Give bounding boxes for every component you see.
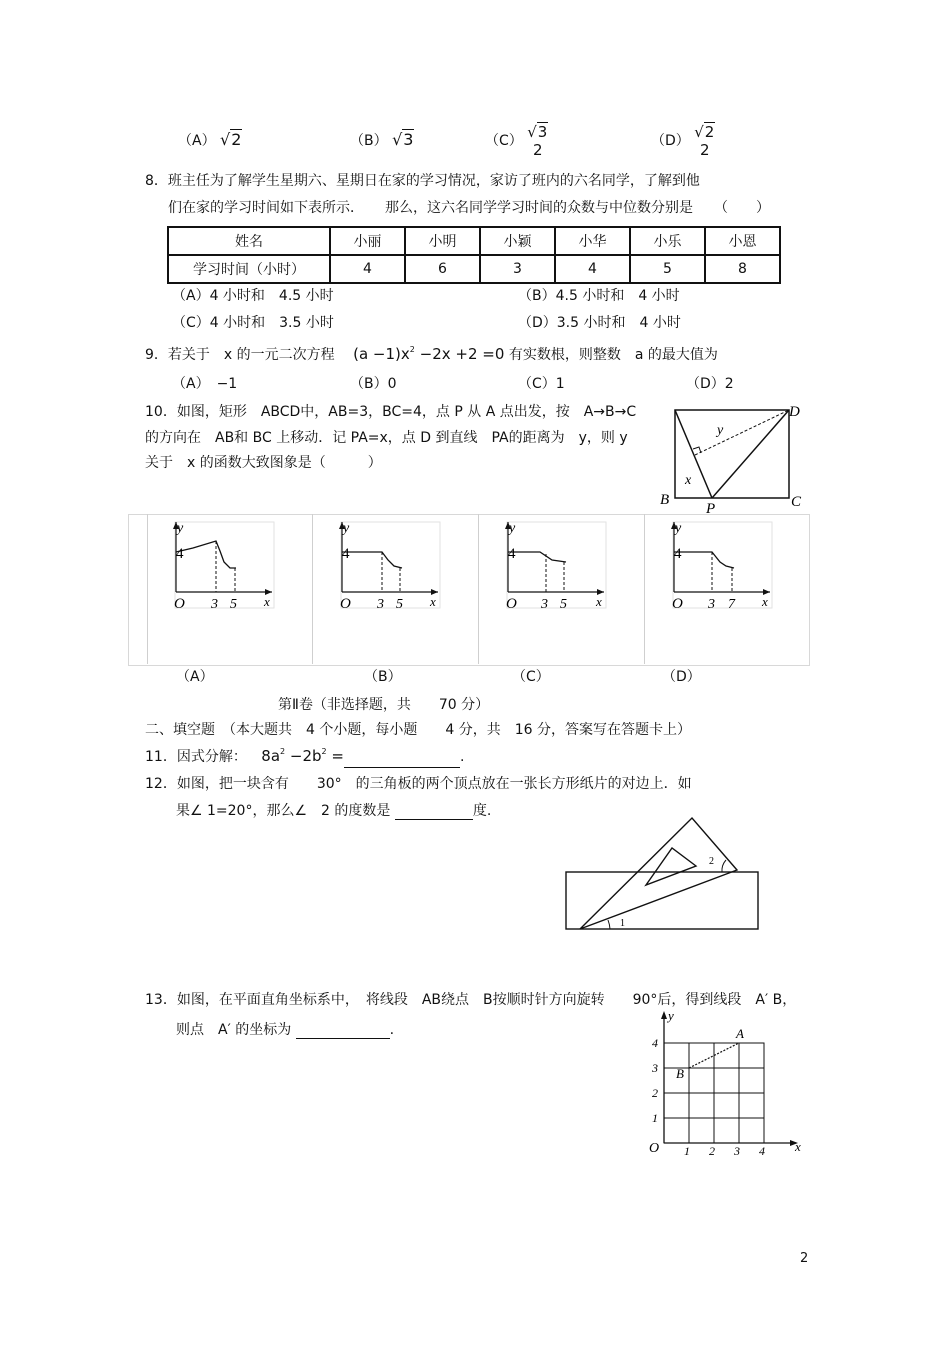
axis-x-label: x	[264, 594, 270, 609]
q7-option-c-numerator: √3	[527, 123, 548, 141]
set-square-inner	[646, 848, 696, 885]
q7-option-d-fraction	[694, 123, 715, 159]
q7-option-b-value: √3	[392, 130, 414, 149]
q7-option-c-fraction	[527, 123, 548, 159]
q13-answer-blank[interactable]	[296, 1038, 390, 1039]
axis-y-label: y	[668, 1008, 674, 1023]
q7-option-a-label: （A）	[178, 133, 216, 149]
q13-line2-text: 则点 A′ 的坐标为	[176, 1022, 292, 1038]
table-cell: 学习时间（小时）	[168, 255, 330, 283]
graph-frame	[341, 522, 440, 608]
q7-option-c-radicand: 3	[537, 123, 548, 141]
q7-option-c-denominator: 2	[533, 141, 543, 159]
label-x: x	[685, 473, 692, 488]
strip-divider	[644, 514, 645, 664]
axis-y-label: y	[177, 521, 184, 536]
table-header-cell: 小华	[555, 227, 630, 255]
axis-y-label: y	[343, 521, 350, 536]
label-d: D	[789, 404, 800, 420]
tick-4: 4	[508, 546, 516, 562]
q12-answer-blank[interactable]	[395, 819, 473, 820]
angle-2-label: 2	[709, 856, 714, 867]
tick-label: 5	[560, 597, 567, 610]
table-header-cell: 姓名	[168, 227, 330, 255]
q13-line1: 13．如图，在平面直角坐标系中， 将线段 AB绕点 B按顺时针方向旋转 90°后，得到线段 A′ B，	[145, 992, 797, 1008]
q12-unit: 度.	[472, 803, 492, 819]
graph-d	[666, 518, 776, 610]
strip-divider	[478, 514, 479, 664]
rectangle-abcd	[675, 410, 789, 498]
rectangle-abcd-figure	[655, 400, 815, 515]
tick-4: 4	[674, 546, 682, 562]
table-header-cell: 小乐	[630, 227, 705, 255]
q12-line2	[176, 802, 491, 820]
x-tick-label: 2	[709, 1144, 715, 1158]
q7-option-d-denominator: 2	[700, 141, 710, 159]
tick-label: 3	[708, 597, 715, 610]
q11-prefix: 11．因式分解：	[145, 749, 247, 765]
rectangle-paper	[566, 872, 758, 929]
q7-option-b-radicand: 3	[403, 130, 414, 149]
table-cell: 4	[330, 255, 405, 283]
q13-line2	[176, 1021, 394, 1039]
segment-ap	[675, 410, 712, 498]
label-c: C	[791, 494, 802, 510]
table-cell: 8	[705, 255, 780, 283]
table-header-cell: 小恩	[705, 227, 780, 255]
angle-2-arc	[722, 860, 726, 872]
axis-x-label: x	[795, 1139, 801, 1154]
angle-1-label: 1	[620, 918, 625, 929]
tick-label: 7	[728, 597, 735, 610]
x-tick-label: 4	[759, 1144, 765, 1158]
q13-period: .	[389, 1022, 395, 1038]
q11-answer-blank[interactable]	[344, 767, 460, 768]
q8-option-d: （D）3.5 小时和 4 小时	[518, 315, 681, 331]
q7-option-d-numerator: √2	[694, 123, 715, 141]
table-row	[168, 255, 780, 283]
x-tick-label: 1	[684, 1144, 690, 1158]
coordinate-grid-figure	[640, 1008, 810, 1158]
y-tick-label: 4	[652, 1036, 658, 1050]
graph-frame	[175, 522, 274, 608]
origin-label: O	[174, 596, 185, 610]
graph-b-label: （B）	[364, 669, 402, 685]
label-b: B	[660, 492, 670, 508]
fill-in-section-heading: 二、填空题 （本大题共 4 个小题，每小题 4 分，共 16 分，答案写在答题卡上）	[145, 722, 691, 738]
q11-expression	[261, 747, 344, 765]
part2-title: 第Ⅱ卷（非选择题，共 70 分）	[278, 697, 490, 713]
tick-label: 3	[377, 597, 384, 610]
table-header-cell: 小明	[405, 227, 480, 255]
table-cell: 4	[555, 255, 630, 283]
tick-label: 3	[211, 597, 218, 610]
table-cell: 3	[480, 255, 555, 283]
graph-c	[500, 518, 610, 610]
q7-option-c-label: （C）	[485, 133, 523, 149]
q7-option-d	[651, 123, 715, 159]
q7-option-b-label: （B）	[350, 133, 388, 149]
angle-1-arc	[608, 920, 610, 929]
page-number: 2	[800, 1251, 809, 1266]
strip-divider	[312, 514, 313, 664]
graph-d-curve	[674, 552, 734, 568]
point-b-label: B	[676, 1066, 684, 1081]
q9-option-a: （A） −1	[172, 376, 238, 392]
q11-term-a: 8a	[261, 747, 281, 765]
q11-period: .	[459, 749, 465, 765]
segment-pd	[712, 410, 789, 498]
q9-option-b: （B）0	[350, 376, 397, 392]
y-tick-label: 3	[652, 1061, 658, 1075]
axis-x-label: x	[596, 594, 602, 609]
table-cell: 6	[405, 255, 480, 283]
q9-prefix: 9．若关于 x 的一元二次方程	[145, 347, 335, 363]
graph-frame	[673, 522, 772, 608]
graph-b	[334, 518, 444, 610]
tick-label: 5	[396, 597, 403, 610]
q12-line1: 12．如图，把一块含有 30° 的三角板的两个顶点放在一张长方形纸片的对边上．如	[145, 776, 692, 792]
q9-line	[145, 345, 718, 366]
q11-exponent-b: 2	[321, 747, 327, 756]
graph-d-label: （D）	[662, 669, 701, 685]
q7-option-a-radicand: 2	[231, 130, 242, 149]
tick-label: 3	[541, 597, 548, 610]
tick-4: 4	[176, 546, 184, 562]
point-a-label: A	[736, 1026, 744, 1041]
q12-line2-text: 果∠ 1=20°，那么∠ 2 的度数是	[176, 803, 391, 819]
q7-option-c	[485, 123, 548, 159]
graph-c-label: （C）	[512, 669, 550, 685]
graph-c-curve	[508, 552, 566, 562]
origin-label: O	[506, 596, 517, 610]
set-square-outer	[580, 818, 737, 929]
y-tick-label: 2	[652, 1086, 658, 1100]
origin-label: O	[672, 596, 683, 610]
q11-equals: =	[326, 747, 344, 765]
q9-suffix: 有实数根，则整数 a 的最大值为	[508, 347, 718, 363]
q8-line2: 们在家的学习时间如下表所示． 那么，这六名同学学习时间的众数与中位数分别是 （ ）	[168, 200, 770, 216]
q7-option-d-label: （D）	[651, 133, 690, 149]
perpendicular-y	[695, 410, 789, 455]
tick-4: 4	[342, 546, 350, 562]
label-y: y	[717, 423, 724, 438]
x-tick-label: 3	[734, 1144, 740, 1158]
graph-b-curve	[342, 552, 402, 568]
q9-equation-exponent: 2	[409, 345, 415, 354]
table-row	[168, 227, 780, 255]
tick-label: 5	[230, 597, 237, 610]
graph-a-curve	[176, 541, 236, 568]
table-header-cell: 小颖	[480, 227, 555, 255]
q8-option-b: （B）4.5 小时和 4 小时	[518, 288, 680, 304]
q7-option-a	[178, 131, 242, 150]
q9-option-c: （C）1	[518, 376, 565, 392]
origin-label: O	[340, 596, 351, 610]
right-angle-mark	[693, 447, 701, 453]
study-time-table	[167, 226, 781, 284]
q11-line	[145, 747, 464, 768]
q11-exponent-a: 2	[280, 747, 286, 756]
q9-equation	[353, 345, 504, 363]
q10-line1: 10．如图，矩形 ABCD中，AB=3，BC=4，点 P 从 A 点出发，按 A→B→C	[145, 404, 637, 420]
graph-a-label: （A）	[176, 669, 214, 685]
axis-x-label: x	[762, 594, 768, 609]
label-p: P	[706, 501, 716, 515]
origin-label: O	[649, 1141, 660, 1156]
q10-line2: 的方向在 AB和 BC 上移动．记 PA=x，点 D 到直线 PA的距离为 y，则 y	[145, 430, 628, 446]
q7-option-d-radicand: 2	[704, 123, 715, 141]
q7-option-b	[350, 131, 414, 150]
q10-line3: 关于 x 的函数大致图象是（ ）	[145, 455, 382, 471]
axis-y-label: y	[509, 521, 516, 536]
graph-a	[168, 518, 278, 610]
graph-frame	[507, 522, 606, 608]
y-tick-label: 1	[652, 1111, 658, 1125]
table-cell: 5	[630, 255, 705, 283]
q8-option-a: （A）4 小时和 4.5 小时	[172, 288, 334, 304]
q8-option-c: （C）4 小时和 3.5 小时	[172, 315, 334, 331]
q8-line1: 8．班主任为了解学生星期六、星期日在家的学习情况，家访了班内的六名同学，了解到他	[145, 173, 700, 189]
axis-x-label: x	[430, 594, 436, 609]
y-axis-arrow	[661, 1011, 667, 1019]
q7-option-a-value: √2	[220, 130, 242, 149]
q9-equation-main: (a −1)x	[353, 345, 410, 363]
q9-option-d: （D）2	[686, 376, 734, 392]
q11-term-b: −2b	[285, 747, 322, 765]
q9-equation-tail: −2x +2 =0	[414, 345, 505, 363]
strip-divider	[147, 514, 148, 664]
axis-y-label: y	[675, 521, 682, 536]
triangle-ruler-figure	[560, 812, 765, 934]
table-header-cell: 小丽	[330, 227, 405, 255]
